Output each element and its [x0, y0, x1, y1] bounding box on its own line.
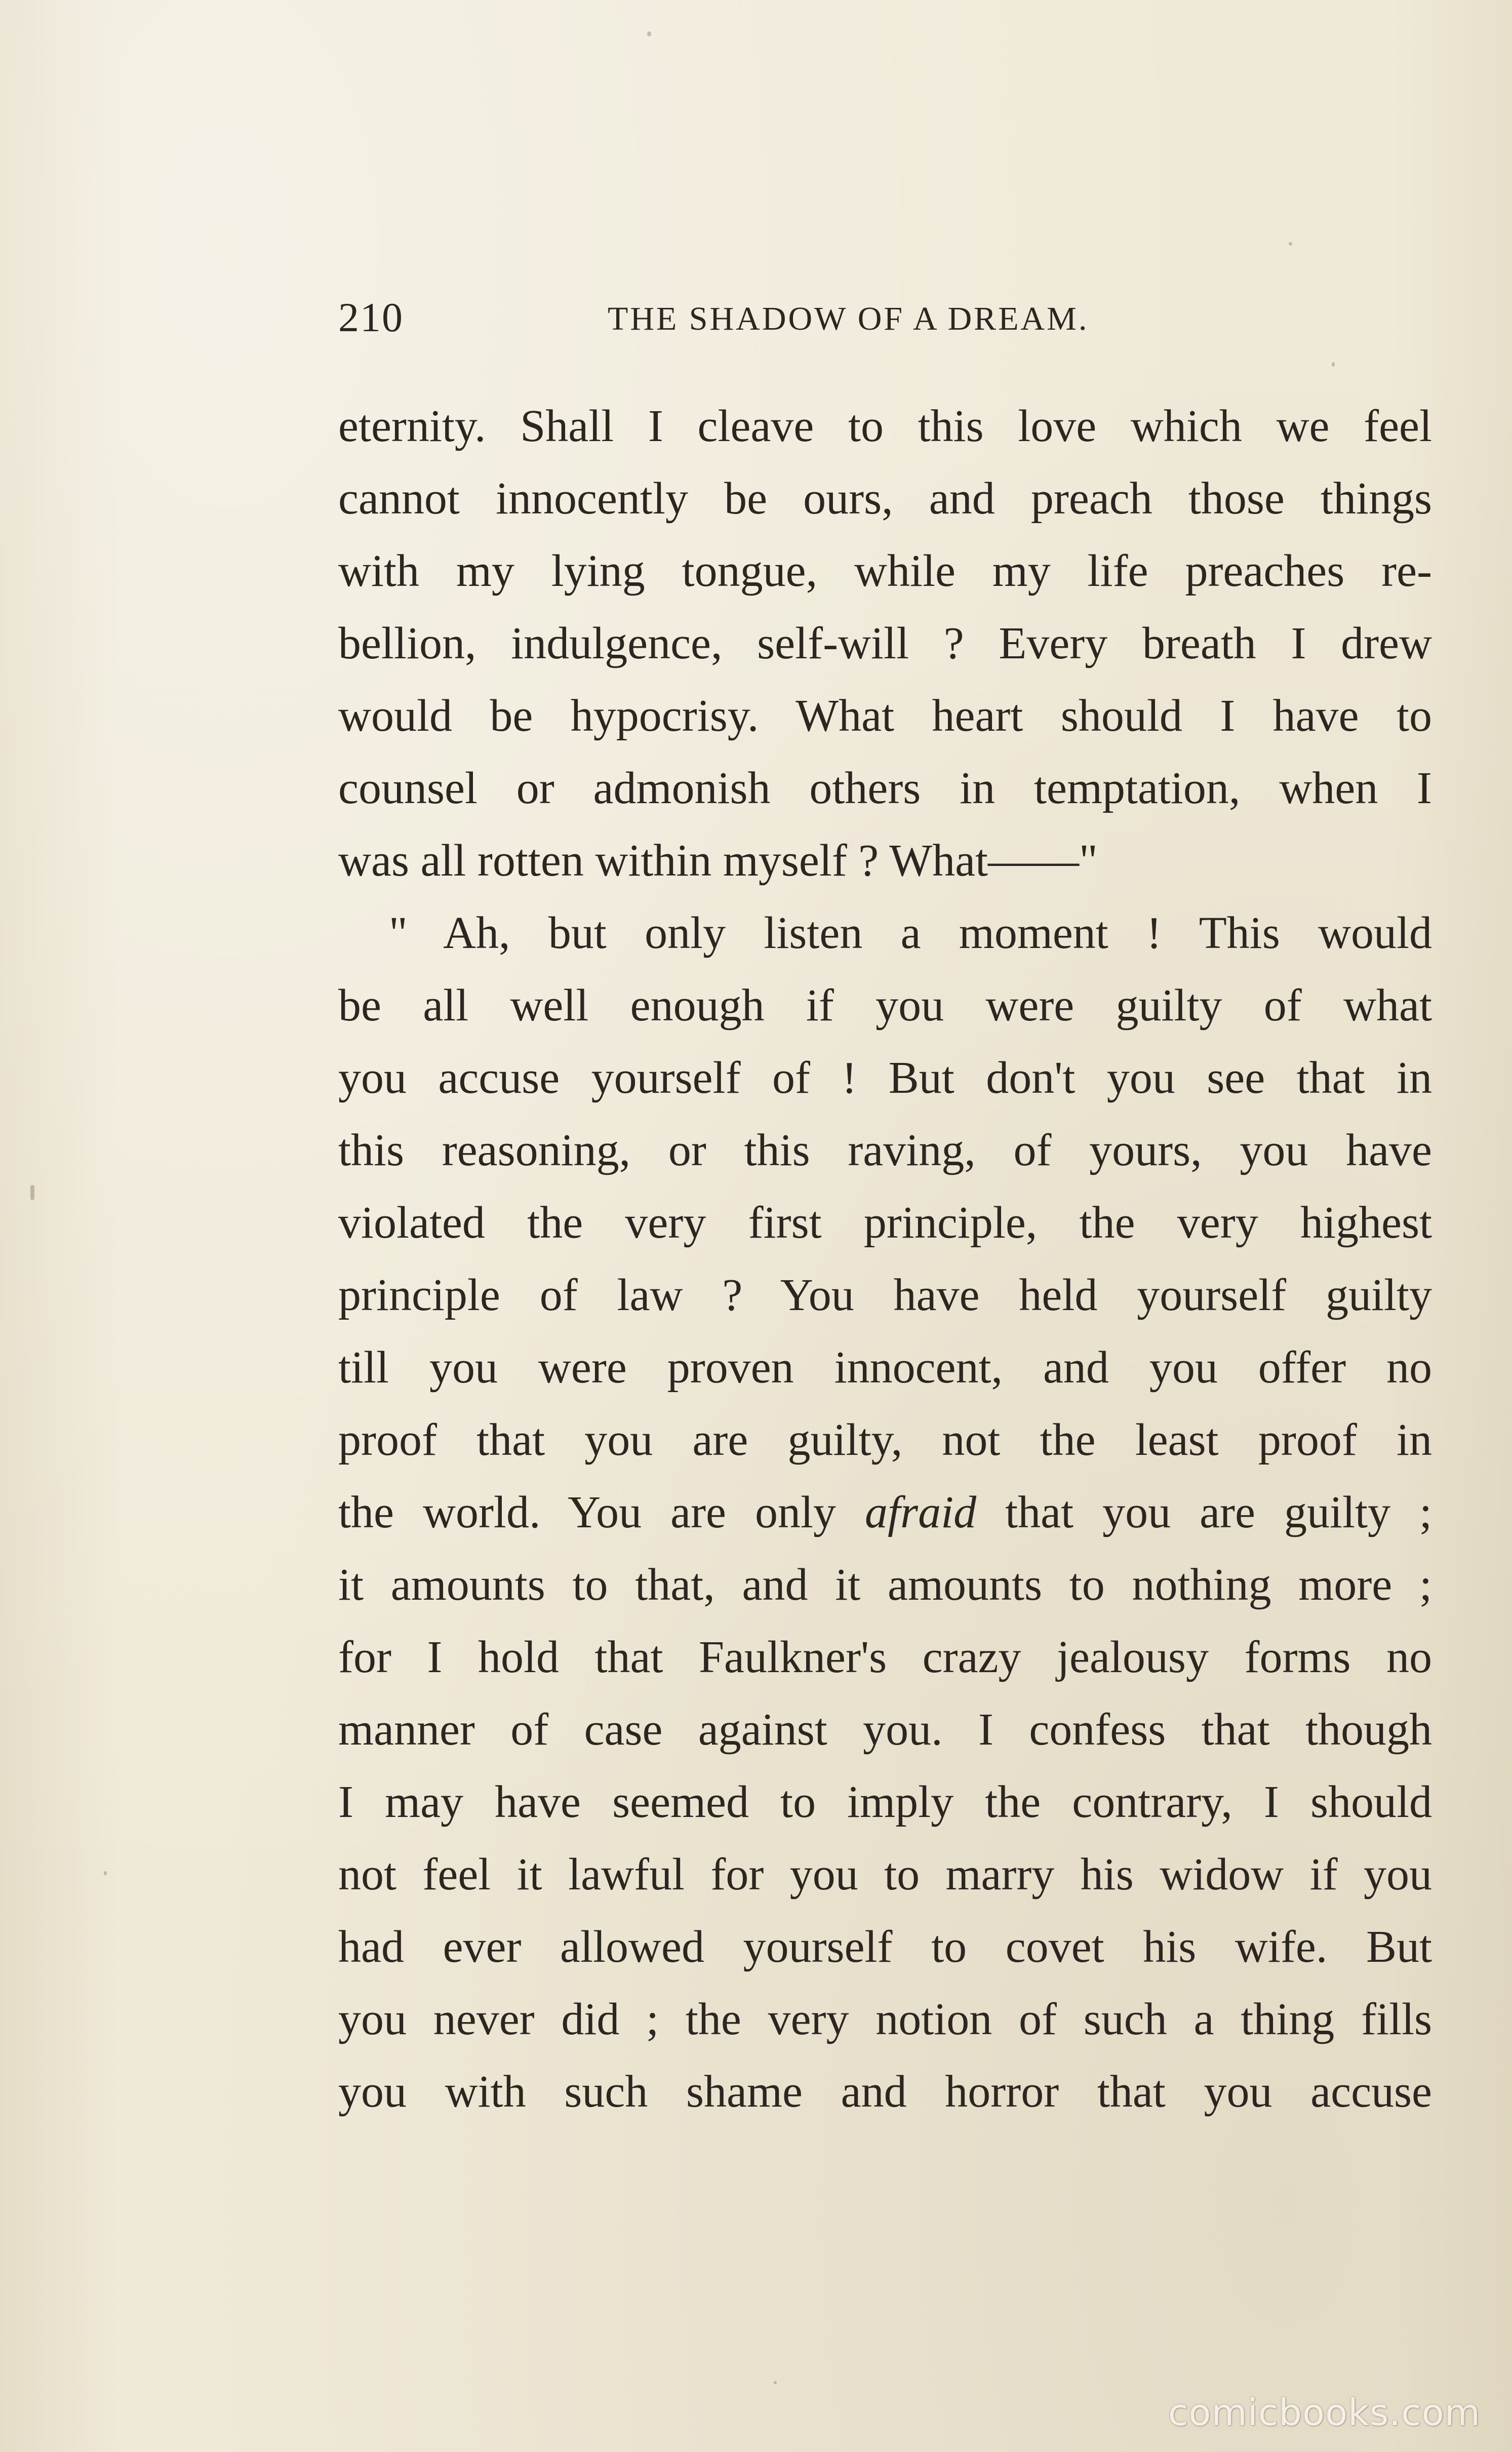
text-line: be all well enough if you were guilty of what — [338, 980, 1432, 1031]
text-line: cannot innocently be ours, and preach those things — [338, 473, 1432, 524]
text-line: would be hypocrisy. What heart should I have to — [338, 691, 1432, 741]
page-header — [338, 294, 1432, 349]
watermark: comicbooks.com — [1168, 2391, 1481, 2434]
text-line: I may have seemed to imply the contrary, I should — [338, 1777, 1432, 1827]
text-line: counsel or admonish others in temptation, when I — [338, 763, 1432, 813]
text-line: was all rotten within myself ? What——" — [338, 836, 1098, 886]
text-line: had ever allowed yourself to covet his wife. But — [338, 1922, 1432, 1972]
text-line: violated the very first principle, the very highest — [338, 1198, 1432, 1248]
text-line: it amounts to that, and it amounts to nothing more ; — [338, 1560, 1432, 1610]
text-line: not feel it lawful for you to marry his widow if you — [338, 1849, 1432, 1900]
page-number: 210 — [338, 294, 404, 340]
text-line: principle of law ? You have held yourself guilty — [338, 1270, 1432, 1320]
text-line: manner of case against you. I confess that though — [338, 1705, 1432, 1755]
text-line: bellion, indulgence, self-will ? Every breath I drew — [338, 618, 1432, 668]
text-line: this reasoning, or this raving, of yours, you have — [338, 1125, 1432, 1175]
italic-word: afraid — [865, 1487, 977, 1537]
paper-speck — [647, 31, 651, 36]
text-line: proof that you are guilty, not the least proof in — [338, 1415, 1432, 1465]
text-line: you accuse yourself of ! But don't you see that in — [338, 1053, 1432, 1103]
text-line: you with such shame and horror that you accuse — [338, 2067, 1432, 2117]
text-line: for I hold that Faulkner's crazy jealousy forms no — [338, 1632, 1432, 1682]
paper-speck — [774, 2381, 777, 2384]
text-line-with-italic — [338, 1476, 1432, 1549]
text-line: " Ah, but only listen a moment ! This would — [389, 908, 1432, 958]
paper-speck — [1332, 362, 1335, 367]
paper-speck — [30, 1185, 34, 1200]
running-title: THE SHADOW OF A DREAM. — [608, 300, 1089, 337]
paper-speck — [104, 1871, 107, 1875]
text-segment: that you are guilty ; — [1005, 1487, 1432, 1537]
text-line: you never did ; the very notion of such a thing fills — [338, 1994, 1432, 2044]
text-line: with my lying tongue, while my life preaches re- — [338, 546, 1432, 596]
body-text — [338, 390, 1432, 2128]
paper-speck — [1289, 242, 1292, 246]
text-line: eternity. Shall I cleave to this love which we feel — [338, 401, 1432, 451]
text-line: till you were proven innocent, and you offer no — [338, 1342, 1432, 1393]
text-segment: the world. You are only — [338, 1487, 837, 1537]
